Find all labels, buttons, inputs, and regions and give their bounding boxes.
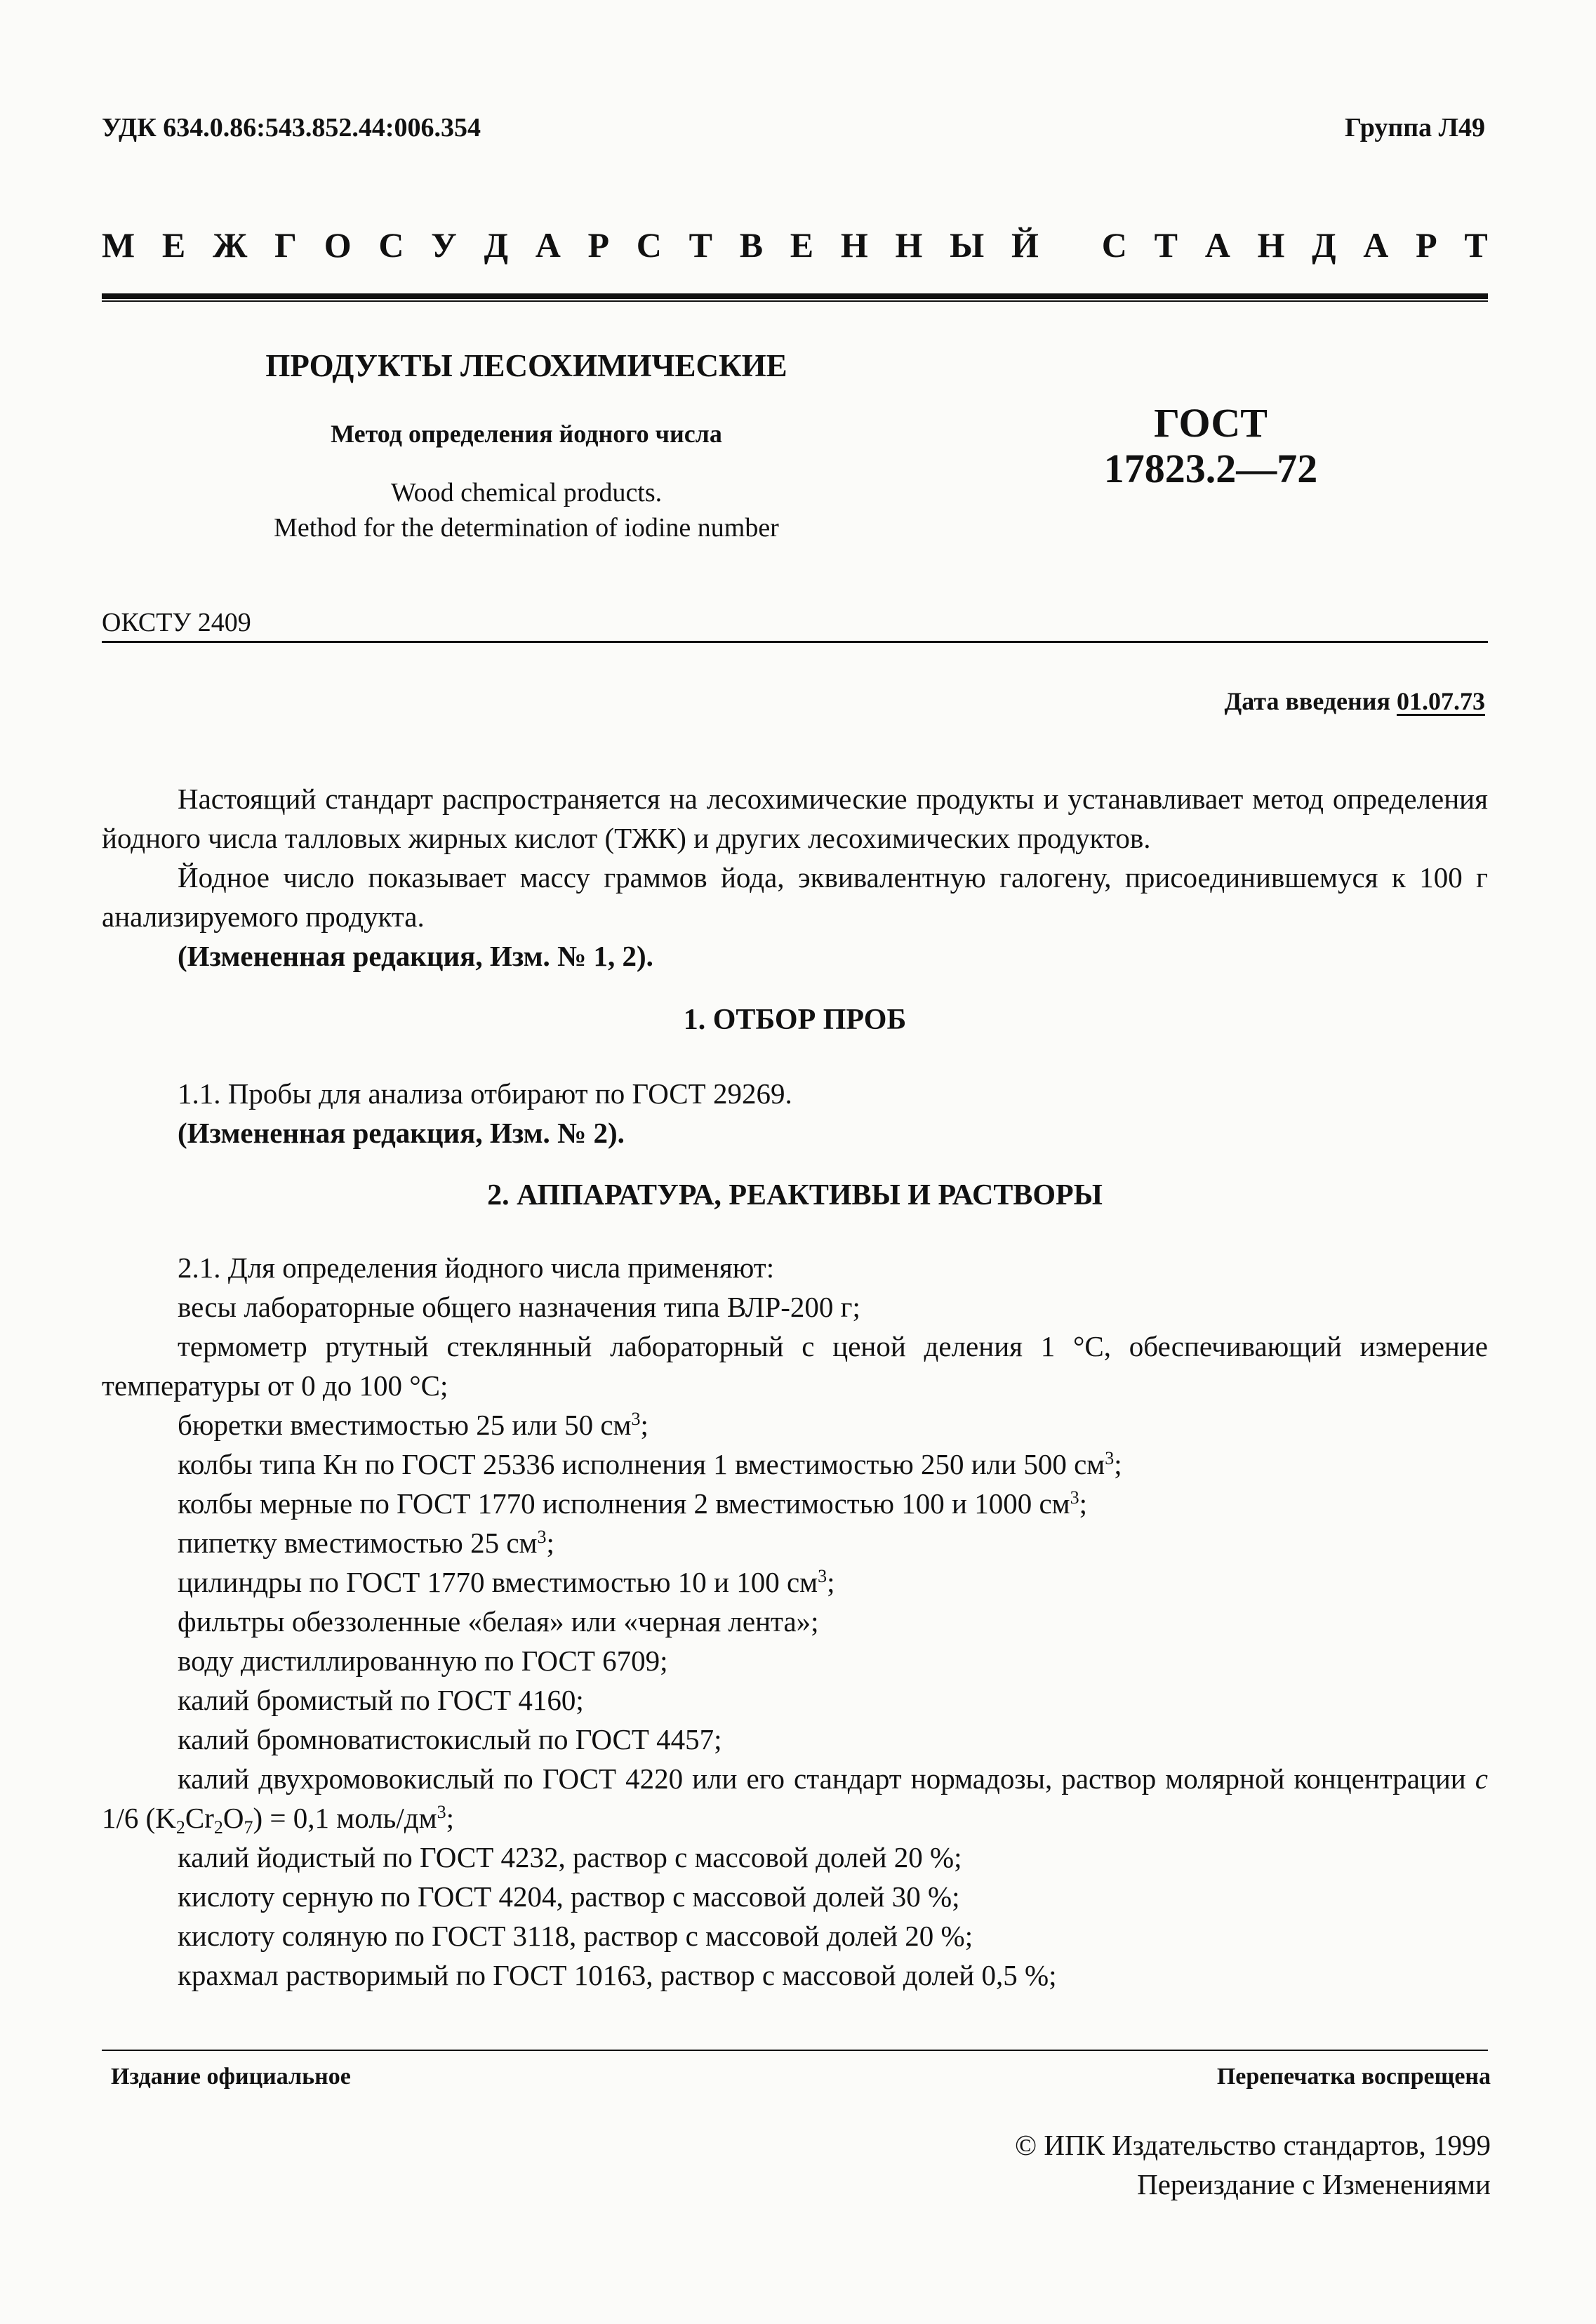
list-item: колбы мерные по ГОСТ 1770 исполнения 2 вместимостью 100 и 1000 $см^3$; xyxy=(178,1487,1088,1520)
intro-paragraph: Йодное число показывает массу граммов йода, эквивалентную галогену, присоединившемуся к 100 г анализируемого продукта. xyxy=(102,861,1488,933)
heading-letter: Р xyxy=(1416,225,1437,265)
list-item: калий йодистый по ГОСТ 4232, раствор с массовой долей 20 %; xyxy=(178,1841,962,1873)
list-item: кислоту соляную по ГОСТ 3118, раствор с массовой долей 20 %; xyxy=(178,1920,973,1952)
heading-gap xyxy=(1066,225,1075,265)
gost-designation xyxy=(1053,400,1369,491)
heading-letter: Е xyxy=(790,225,814,265)
section-sampling xyxy=(102,1074,1488,1153)
copyright-block xyxy=(1015,2125,1491,2204)
gost-label: ГОСТ xyxy=(1154,400,1268,446)
heading-letter: А xyxy=(1363,225,1389,265)
list-item: кислоту серную по ГОСТ 4204, раствор с массовой долей 30 %; xyxy=(178,1880,960,1913)
list-item: весы лабораторные общего назначения типа ВЛР-200 г; xyxy=(178,1291,860,1323)
heading-letter: Ы xyxy=(950,225,985,265)
gost-number: 17823.2—72 xyxy=(1103,446,1318,491)
heading-letter: Г xyxy=(274,225,297,265)
heading-rule xyxy=(102,293,1488,299)
title-block xyxy=(175,347,877,545)
heading-letter: Т xyxy=(1464,225,1488,265)
heading-letter: Н xyxy=(1257,225,1285,265)
list-item: калий бромистый по ГОСТ 4160; xyxy=(178,1684,584,1716)
english-title-line: Wood chemical products. xyxy=(390,478,663,507)
heading-letter: Ж xyxy=(213,225,248,265)
heading-rule-thin xyxy=(102,300,1488,302)
footer-rule xyxy=(102,2050,1488,2051)
reprint-prohibited-label: Перепечатка воспрещена xyxy=(1216,2064,1491,2090)
amendment-note: (Измененная редакция, Изм. № 1, 2). xyxy=(178,940,653,972)
heading-letter: Н xyxy=(840,225,868,265)
section-heading-sampling: 1. ОТБОР ПРОБ xyxy=(683,1004,907,1036)
list-item: пипетку вместимостью 25 $см^3$; xyxy=(178,1527,554,1559)
heading-letter: С xyxy=(636,225,662,265)
document-title: ПРОДУКТЫ ЛЕСОХИМИЧЕСКИЕ xyxy=(265,348,787,383)
english-title-line: Method for the determination of iodine number xyxy=(274,513,779,543)
heading-letter: А xyxy=(1204,225,1230,265)
heading-letter: Й xyxy=(1011,225,1039,265)
heading-letter: У xyxy=(431,225,457,265)
interstate-standard-heading xyxy=(102,225,1488,265)
heading-letter: Т xyxy=(1154,225,1178,265)
amendment-note: (Измененная редакция, Изм. № 2). xyxy=(178,1117,625,1149)
introduction-date xyxy=(1225,686,1486,716)
date-value: 01.07.73 xyxy=(1397,687,1485,715)
heading-letter: С xyxy=(1101,225,1127,265)
reissue-line: Переиздание с Изменениями xyxy=(1137,2168,1491,2200)
list-item: бюретки вместимостью 25 или 50 $см^3$; xyxy=(178,1409,649,1441)
section-heading-apparatus: 2. АППАРАТУРА, РЕАКТИВЫ И РАСТВОРЫ xyxy=(487,1179,1103,1211)
heading-letter: Т xyxy=(689,225,712,265)
heading-letter: В xyxy=(739,225,764,265)
group-code: Группа Л49 xyxy=(1344,113,1485,142)
heading-letter: Д xyxy=(484,225,508,265)
date-label: Дата введения xyxy=(1224,687,1397,715)
okstu-code: ОКСТУ 2409 xyxy=(102,608,251,637)
list-item: фильтры обеззоленные «белая» или «черная лента»; xyxy=(178,1605,819,1638)
heading-letter: О xyxy=(324,225,352,265)
heading-letter: М xyxy=(102,225,135,265)
okstu-rule xyxy=(102,641,1488,643)
intro-paragraph: Настоящий стандарт распространяется на лесохимические продукты и устанавливает метод определения йодного числа талловых жирных кислот (ТЖК) и других лесохимических продуктов. xyxy=(102,783,1488,854)
document-subtitle: Метод определения йодного числа xyxy=(331,420,722,448)
heading-letter: Р xyxy=(587,225,610,265)
list-item: крахмал растворимый по ГОСТ 10163, раствор с массовой долей 0,5 %; xyxy=(178,1959,1057,1991)
intro-section xyxy=(102,779,1488,976)
heading-letter: С xyxy=(378,225,404,265)
english-title xyxy=(175,475,877,545)
list-item: цилиндры по ГОСТ 1770 вместимостью 10 и 100 $см^3$; xyxy=(178,1566,835,1598)
heading-letter: Д xyxy=(1312,225,1336,265)
heading-letter: А xyxy=(535,225,561,265)
list-item: термометр ртутный стеклянный лабораторный с ценой деления 1 °С, обеспечивающий измерение температуры от 0 до 100 °С; xyxy=(102,1330,1488,1402)
list-item: воду дистиллированную по ГОСТ 6709; xyxy=(178,1645,668,1677)
official-edition-label: Издание официальное xyxy=(111,2064,351,2090)
clause-2-1: 2.1. Для определения йодного числа применяют: xyxy=(178,1251,775,1284)
list-item: калий двухромовокислый по ГОСТ 4220 или его стандарт нормадозы, раствор молярной концентрации c 1/6 $(K_2Cr_2O_7) = 0,1$ моль/$дм^3$; xyxy=(102,1762,1488,1838)
udk-code: УДК 634.0.86:543.852.44:006.354 xyxy=(102,113,481,142)
clause-1-1: 1.1. Пробы для анализа отбирают по ГОСТ 29269. xyxy=(178,1077,792,1110)
list-item: калий бромноватистокислый по ГОСТ 4457; xyxy=(178,1723,722,1755)
section-apparatus xyxy=(102,1248,1488,1995)
heading-letter: Е xyxy=(161,225,186,265)
heading-letter: Н xyxy=(895,225,923,265)
copyright-line: © ИПК Издательство стандартов, 1999 xyxy=(1014,2129,1491,2161)
list-item: колбы типа Кн по ГОСТ 25336 исполнения 1 вместимостью 250 или 500 $см^3$; xyxy=(178,1448,1122,1480)
